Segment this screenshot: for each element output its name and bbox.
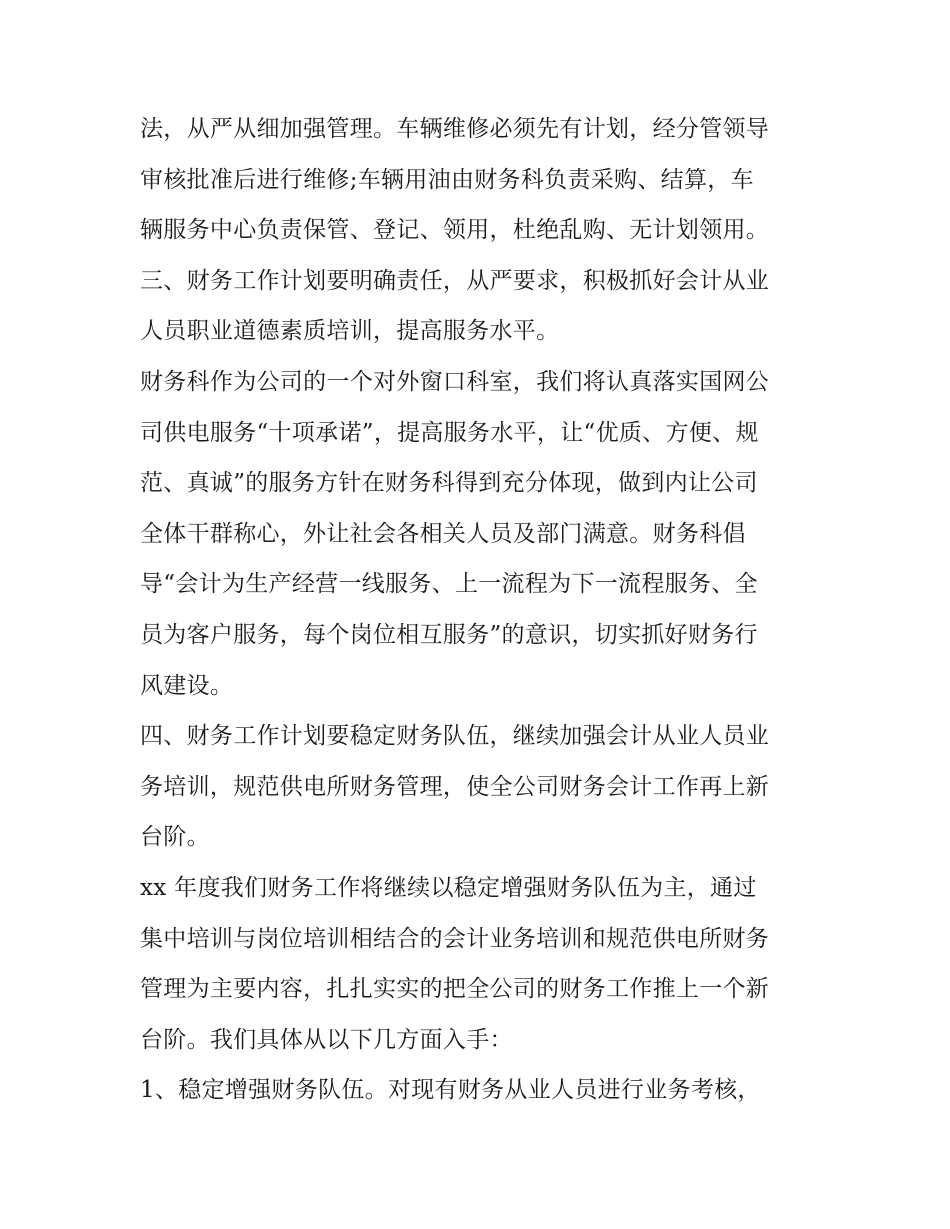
list-item-1: 1、稳定增强财务队伍。对现有财务从业人员进行业务考核， — [140, 1077, 761, 1104]
text-line: 管理为主要内容，扎扎实实的把全公司的财务工作推上一个新 — [140, 976, 770, 1003]
text-line: 司供电服务“十项承诺”，提高服务水平，让“优质、方便、规 — [140, 419, 759, 446]
document-body — [140, 104, 820, 1116]
text-line: 集中培训与岗位培训相结合的会计业务培训和规范供电所财务 — [140, 925, 770, 952]
text-line: 范、真诚”的服务方针在财务科得到充分体现，做到内让公司 — [140, 470, 758, 497]
text-line: 员为客户服务，每个岗位相互服务”的意识，切实抓好财务行 — [140, 621, 758, 648]
section-heading-3: 三、财务工作计划要明确责任，从严要求，积极抓好会计从业 — [140, 267, 770, 294]
text-line: xx 年度我们财务工作将继续以稳定增强财务队伍为主，通过 — [140, 874, 757, 901]
text-line: 台阶。 — [140, 824, 210, 851]
text-line: 务培训，规范供电所财务管理，使全公司财务会计工作再上新 — [140, 773, 770, 800]
text-line: 辆服务中心负责保管、登记、领用，杜绝乱购、无计划领用。 — [140, 217, 770, 244]
text-line: 导“会计为生产经营一线服务、上一流程为下一流程服务、全 — [140, 571, 758, 598]
text-line: 全体干群称心，外让社会各相关人员及部门满意。财务科倡 — [140, 520, 746, 547]
text-line: 法，从严从细加强管理。车辆维修必须先有计划，经分管领导 — [140, 116, 770, 142]
section-heading-4: 四、财务工作计划要稳定财务队伍，继续加强会计从业人员业 — [140, 723, 770, 750]
text-line: 财务科作为公司的一个对外窗口科室，我们将认真落实国网公 — [140, 368, 770, 395]
text-line: 台阶。我们具体从以下几方面入手： — [140, 1026, 513, 1053]
text-line: 风建设。 — [140, 672, 234, 699]
text-line: 审核批准后进行维修;车辆用油由财务科负责采购、结算，车 — [140, 166, 754, 193]
text-line: 人员职业道德素质培训，提高服务水平。 — [140, 318, 560, 345]
